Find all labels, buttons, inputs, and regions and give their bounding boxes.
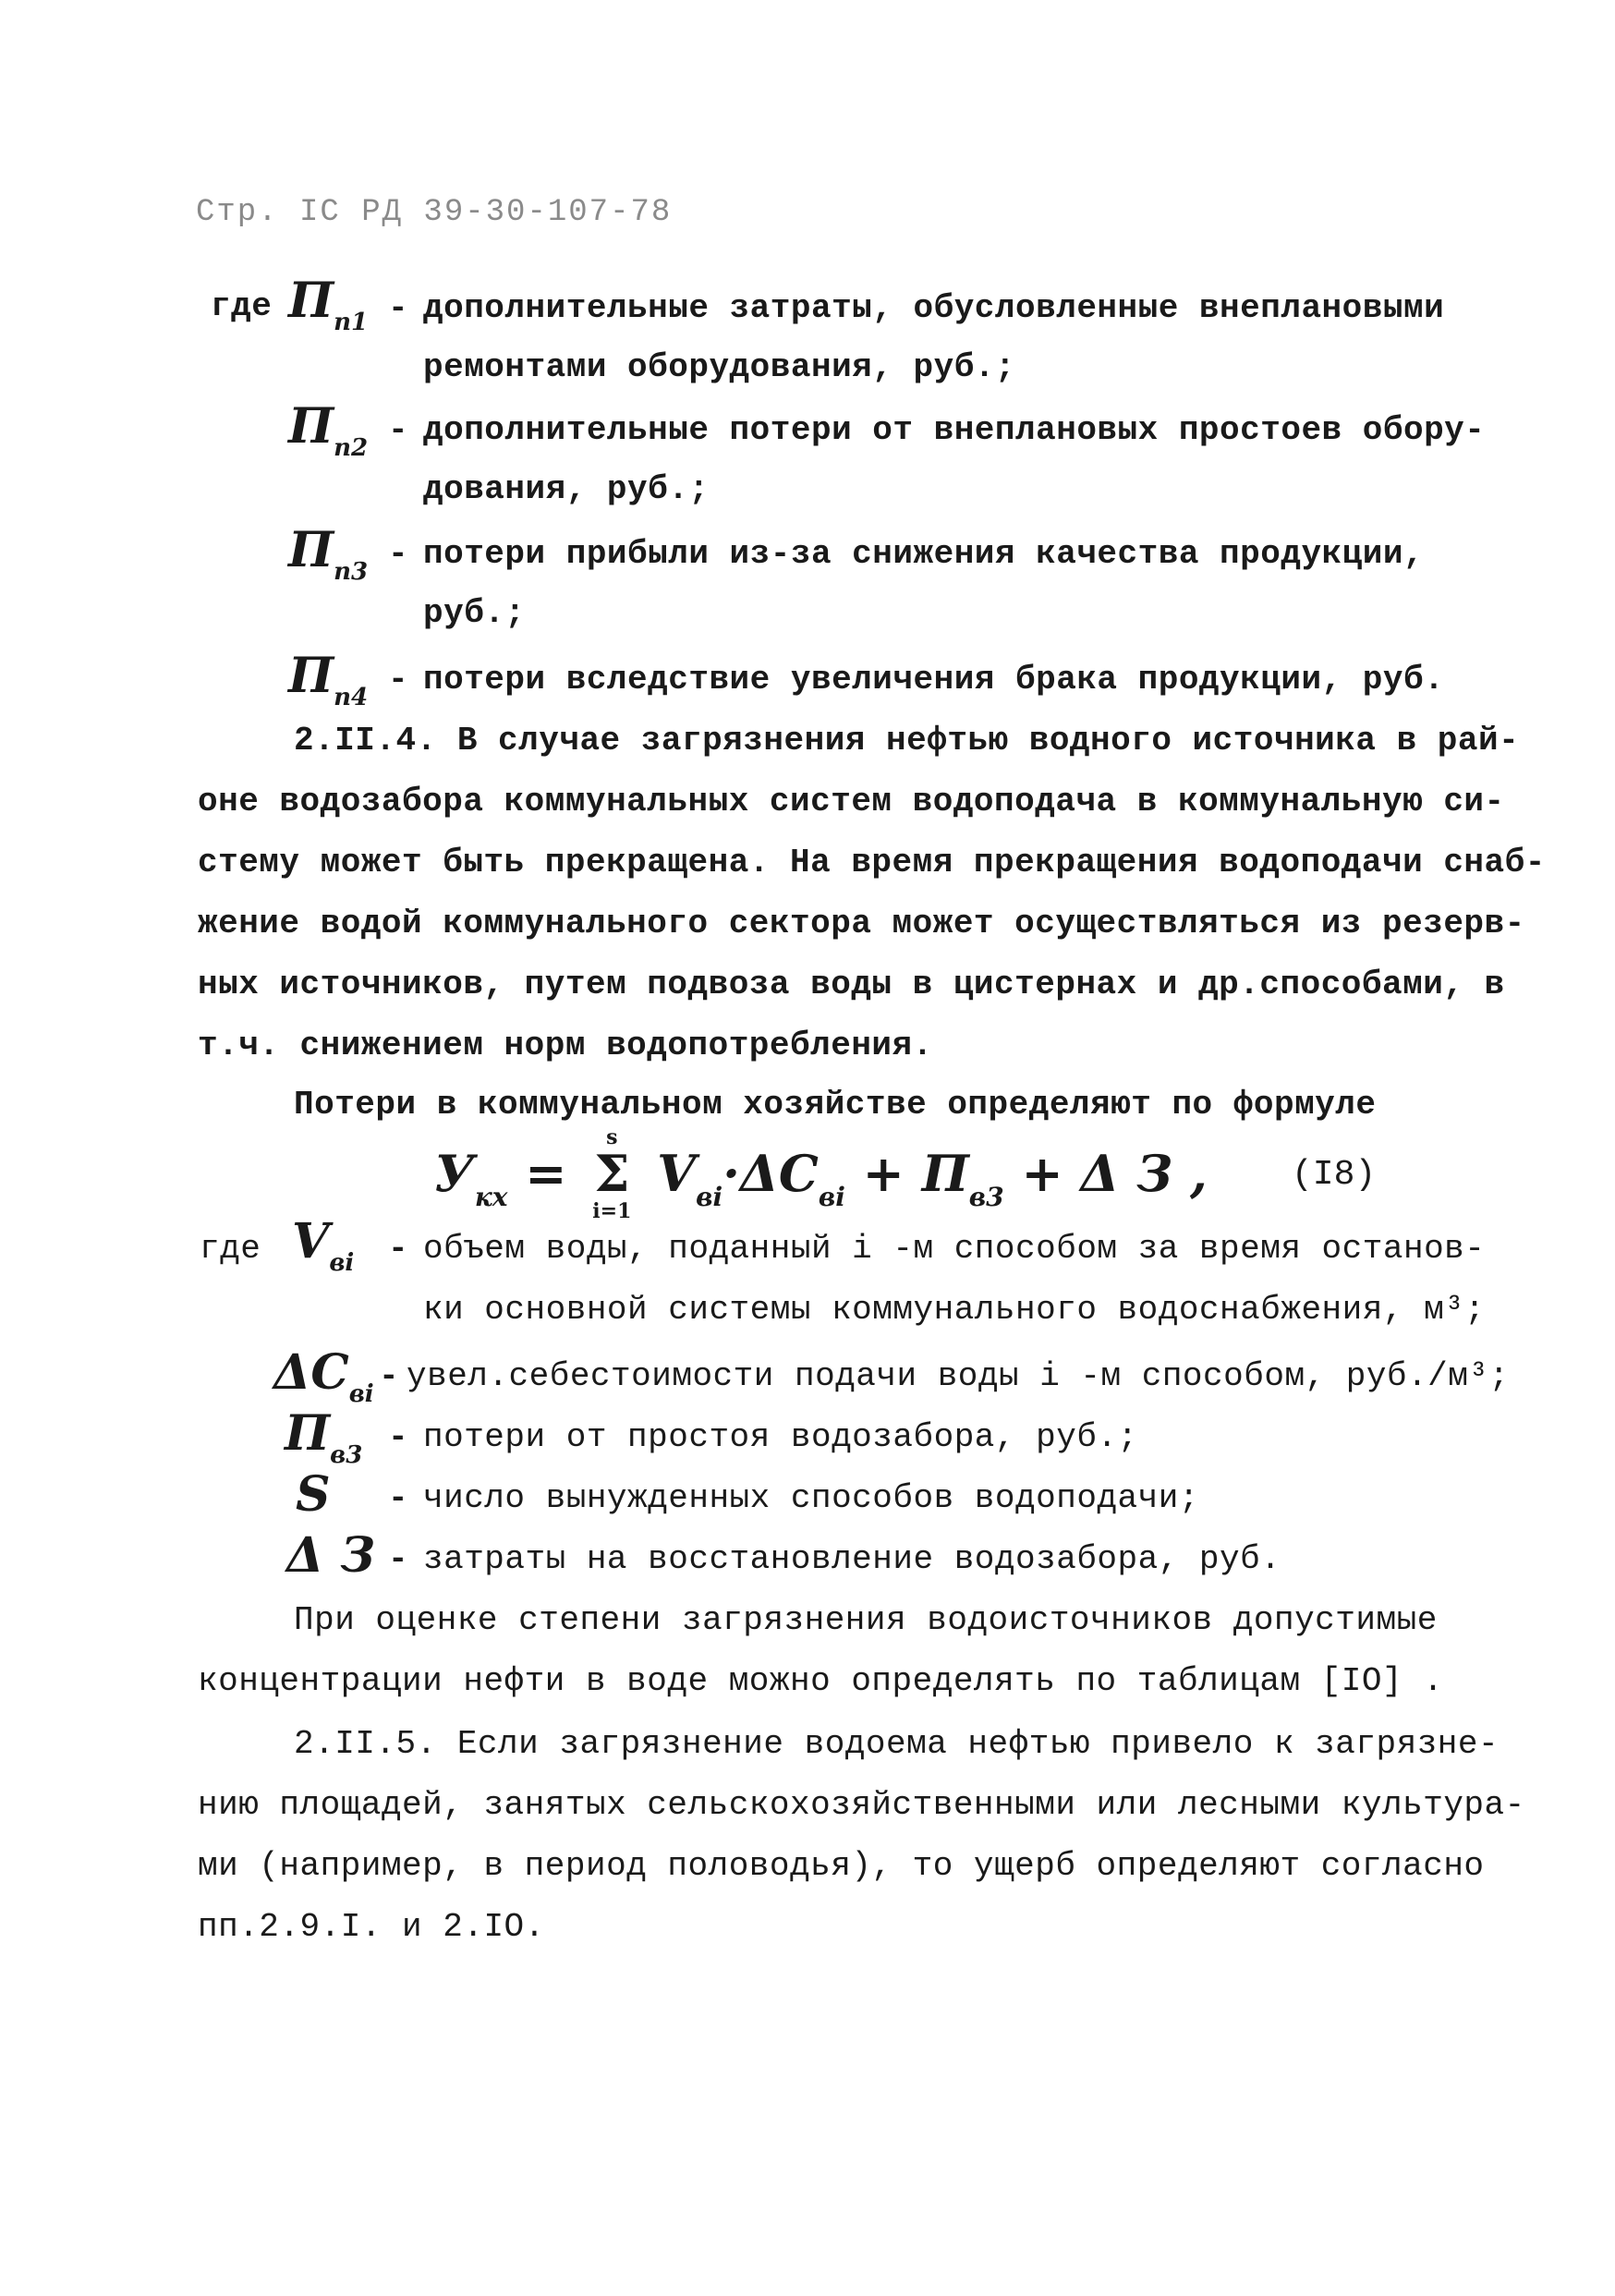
paragraph-line: нию площадей, занятых сельскохозяйственными или лесными культура-	[198, 1786, 1525, 1824]
definition-text: потери прибыли из-за снижения качества продукции,	[423, 535, 1425, 573]
symbol-p-v3: $П_{в3}$	[285, 1405, 363, 1469]
paragraph-line: стему может быть прекращена. На время прекращения водоподачи снаб-	[198, 844, 1546, 881]
definition-text: объем воды, поданный i -м способом за время останов-	[423, 1230, 1486, 1268]
paragraph-line: жение водой коммунального сектора может осуществляться из резерв-	[198, 905, 1525, 942]
definition-text: ки основной системы коммунального водоснабжения, м³;	[423, 1291, 1486, 1329]
definition-text: увел.себестоимости подачи воды i -м способом, руб./м³;	[407, 1357, 1510, 1395]
symbol-p-n1: $П_{п1}$	[288, 273, 369, 336]
sum-symbol	[584, 1125, 639, 1223]
symbol-v-bi: $V_{вi}$	[292, 1213, 355, 1277]
definition-dash: -	[388, 411, 408, 449]
definition-text: потери вследствие увеличения брака продукции, руб.	[423, 661, 1445, 699]
formula-term-p: $П_{в3}$	[921, 1144, 1004, 1212]
formula-18	[434, 1125, 1208, 1223]
symbol-p-n3: $П_{п3}$	[288, 522, 369, 586]
definition-dash: -	[388, 1540, 408, 1578]
definition-text: число вынужденных способов водоподачи;	[423, 1479, 1199, 1517]
formula-term-dz: Δ З	[1080, 1144, 1173, 1203]
formula-lhs: $У_{кх}$	[434, 1144, 508, 1212]
symbol-delta-c: $\Delta C_{вi}$	[273, 1344, 374, 1408]
sum-lower-limit: i=1	[592, 1199, 632, 1223]
definition-dash: -	[388, 1418, 408, 1456]
paragraph-line: оне водозабора коммунальных систем водоподача в коммунальную си-	[198, 783, 1505, 820]
paragraph-line: пп.2.9.I. и 2.IO.	[198, 1908, 545, 1946]
paragraph-line: т.ч. снижением норм водопотребления.	[198, 1027, 933, 1064]
equation-number: (I8)	[1292, 1155, 1377, 1195]
paragraph-line: концентрации нефти в воде можно определять по таблицам [IO] .	[198, 1662, 1444, 1700]
paragraph-line: При оценке степени загрязнения водоисточников допустимые	[294, 1601, 1438, 1639]
where-label-1: где	[211, 287, 273, 325]
definition-text: потери от простоя водозабора, руб.;	[423, 1418, 1138, 1456]
definition-text: ремонтами оборудования, руб.;	[423, 348, 1016, 386]
symbol-delta-z: Δ З	[286, 1527, 375, 1584]
formula-intro: Потери в коммунальном хозяйстве определяют по формуле	[294, 1086, 1377, 1124]
definition-dash: -	[388, 1479, 408, 1517]
page-header: Стр. IC РД 39-30-107-78	[196, 195, 673, 230]
formula-comma: ,	[1189, 1144, 1208, 1203]
definition-text: руб.;	[423, 594, 526, 632]
definition-dash: -	[388, 289, 408, 327]
symbol-p-n2: $П_{п2}$	[288, 398, 369, 462]
definition-text: дополнительные потери от внеплановых простоев обору-	[423, 411, 1486, 449]
formula-dot: ·	[722, 1144, 740, 1203]
paragraph-line: ми (например, в период половодья), то ущерб определяют согласно	[198, 1847, 1485, 1885]
paragraph-line: ных источников, путем подвоза воды в цистернах и др.способами, в	[198, 966, 1505, 1003]
sum-sign: Σ	[594, 1144, 630, 1203]
definition-dash: -	[388, 535, 408, 573]
formula-plus: +	[862, 1144, 905, 1203]
paragraph-line: 2.II.4. В случае загрязнения нефтью водного источника в рай-	[294, 722, 1520, 759]
symbol-s: S	[296, 1466, 331, 1523]
sum-upper-limit: s	[606, 1125, 618, 1149]
definition-text: дования, руб.;	[423, 470, 710, 508]
formula-term-v: $V_{вi}$	[657, 1144, 723, 1212]
definition-text: затраты на восстановление водозабора, руб.	[423, 1540, 1281, 1578]
symbol-p-n4: $П_{п4}$	[288, 648, 369, 711]
formula-term-dc: $\Delta C_{вi}$	[739, 1144, 845, 1212]
formula-equals: =	[525, 1144, 567, 1203]
paragraph-line: 2.II.5. Если загрязнение водоема нефтью привело к загрязне-	[294, 1725, 1500, 1763]
definition-dash: -	[388, 1230, 408, 1268]
where-label-2: где	[200, 1230, 261, 1268]
definition-dash: -	[379, 1357, 399, 1395]
formula-plus: +	[1021, 1144, 1063, 1203]
definition-dash: -	[388, 661, 408, 699]
definition-text: дополнительные затраты, обусловленные внеплановыми	[423, 289, 1445, 327]
